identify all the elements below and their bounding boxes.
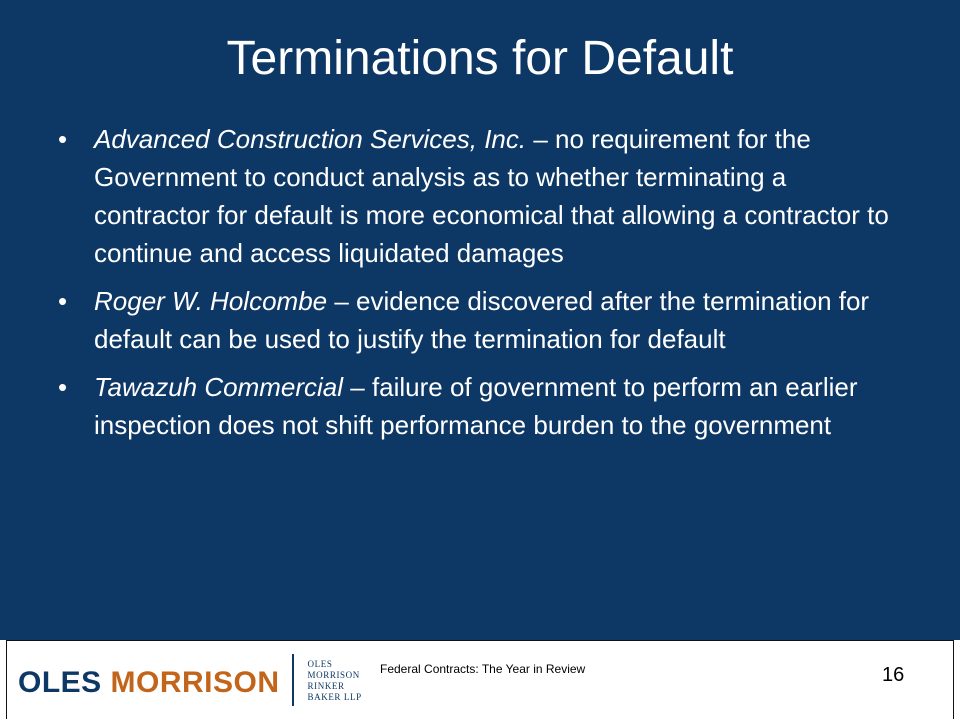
logo-line: MORRISON <box>307 670 360 680</box>
bullet-item <box>58 282 908 358</box>
bullet-text: – no requirement for the Government to conduct analysis as to whether terminating a contractor for default is more economical that allowing a contractor to continue and access liquidated damages <box>94 124 889 268</box>
bullet-item <box>58 368 908 444</box>
logo-firm-names <box>308 659 362 703</box>
bullet-text: – failure of government to perform an earlier inspection does not shift performance burden to the government <box>94 372 858 440</box>
logo-line: OLES <box>307 659 333 669</box>
slide-footer <box>0 640 960 720</box>
page-number: 16 <box>882 664 905 686</box>
bullet-marker: • <box>58 124 68 154</box>
bullet-marker: • <box>58 372 68 402</box>
logo-word-morrison: MORRISON <box>110 666 280 699</box>
bullet-marker: • <box>58 286 68 316</box>
bullet-list <box>58 120 908 454</box>
case-name: Roger W. Holcombe <box>94 286 328 316</box>
case-name: Advanced Construction Services, Inc. <box>94 124 527 154</box>
logo-line: BAKER LLP <box>307 692 362 702</box>
case-name: Tawazuh Commercial <box>94 372 344 402</box>
bullet-text: – evidence discovered after the termination for default can be used to justify the termination for default <box>94 286 870 354</box>
logo-line: RINKER <box>307 681 345 691</box>
logo-divider <box>292 654 294 706</box>
footer-caption: Federal Contracts: The Year in Review <box>380 662 586 676</box>
logo-wordmark <box>18 666 280 700</box>
bullet-item <box>58 120 908 272</box>
logo-word-oles: OLES <box>18 666 102 699</box>
firm-logo <box>18 650 362 710</box>
slide-title: Terminations for Default <box>226 32 734 85</box>
